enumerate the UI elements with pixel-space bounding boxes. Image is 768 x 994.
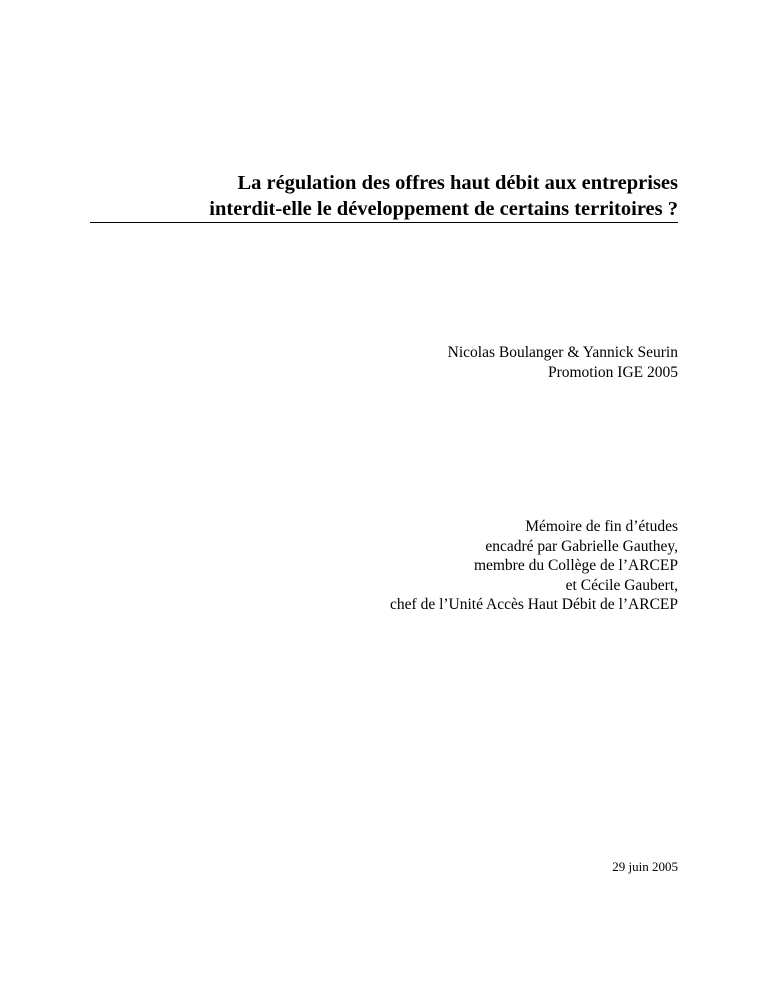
promotion-label: Promotion IGE 2005 [547, 363, 678, 381]
supervisor-2: et Cécile Gaubert, [565, 576, 678, 594]
supervision-block [390, 517, 678, 615]
title-line-1: La régulation des offres haut débit aux entreprises [237, 172, 678, 194]
supervisor-1: encadré par Gabrielle Gauthey, [485, 537, 678, 555]
document-date: 29 juin 2005 [612, 859, 678, 874]
authors-block [448, 343, 678, 382]
supervisor-1-role: membre du Collège de l’ARCEP [473, 557, 678, 574]
memo-type: Mémoire de fin d’études [525, 518, 678, 535]
title-underline-divider [90, 222, 678, 223]
document-title [90, 170, 678, 222]
author-names: Nicolas Boulanger & Yannick Seurin [447, 344, 678, 361]
supervisor-2-role: chef de l’Unité Accès Haut Débit de l’ARCEP [390, 596, 678, 613]
title-line-2: interdit-elle le développement de certains territoires ? [209, 198, 678, 220]
